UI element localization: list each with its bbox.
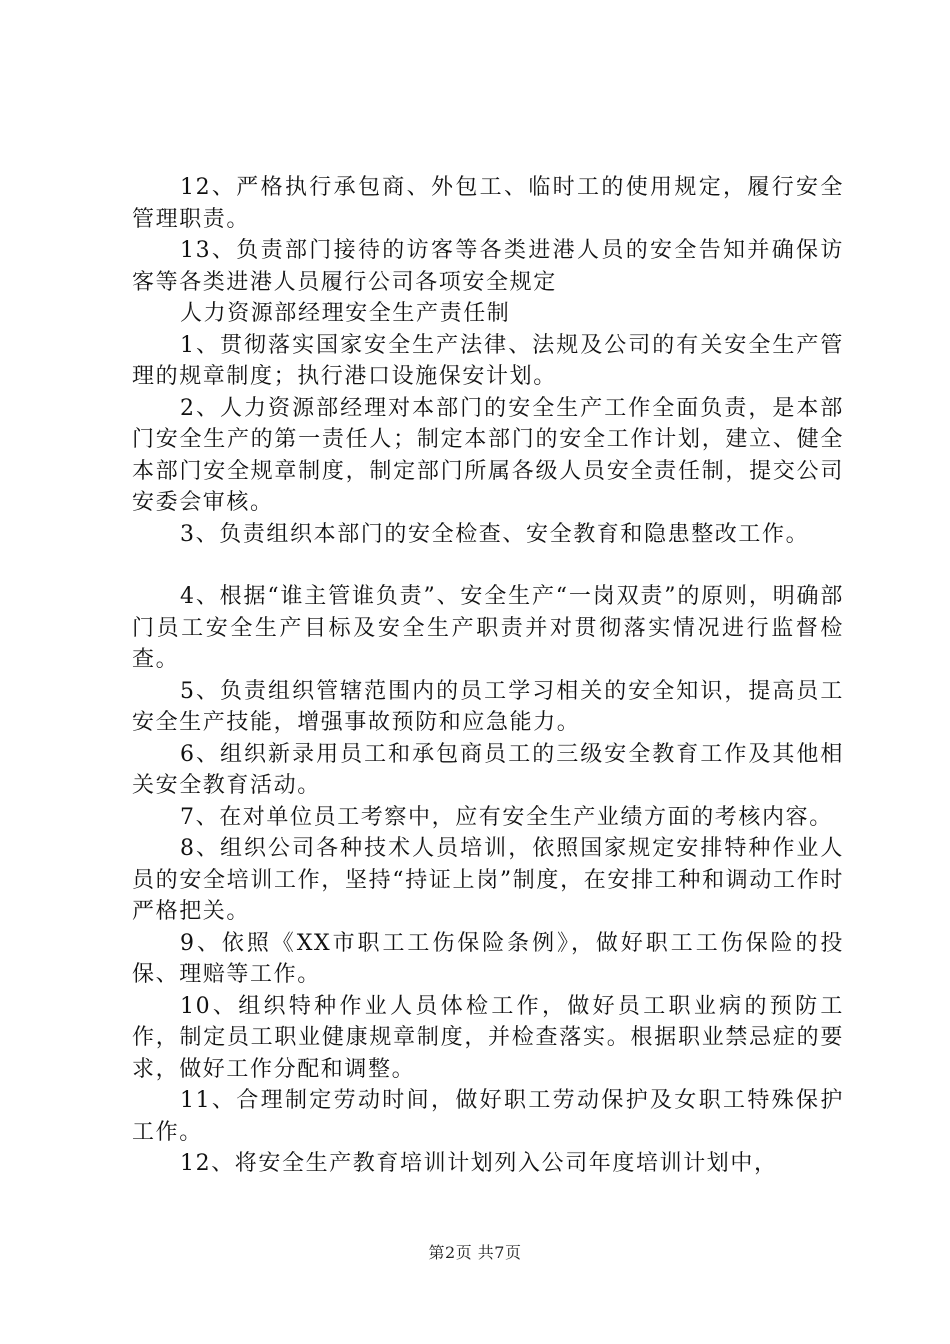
paragraph-13: 11、合理制定劳动时间，做好职工劳动保护及女职工特殊保护工作。 (132, 1088, 844, 1145)
paragraph-3: 1、贯彻落实国家安全生产法律、法规及公司的有关安全生产管理的规章制度；执行港口设施保安计划。 (132, 332, 844, 389)
section-heading: 人力资源部经理安全生产责任制 (180, 301, 511, 326)
paragraph-6: 4、根据“谁主管谁负责”、安全生产“一岗双责”的原则，明确部门员工安全生产目标及安全生产职责并对贯彻落实情况进行监督检查。 (132, 584, 844, 672)
paragraph-14: 12、将安全生产教育培训计划列入公司年度培训计划中， (180, 1151, 778, 1176)
paragraph-7: 5、负责组织管辖范围内的员工学习相关的安全知识，提高员工安全生产技能，增强事故预防和应急能力。 (132, 678, 844, 735)
paragraph-8: 6、组织新录用员工和承包商员工的三级安全教育工作及其他相关安全教育活动。 (132, 741, 844, 798)
paragraph-10: 8、组织公司各种技术人员培训，依照国家规定安排特种作业人员的安全培训工作，坚持“持证上岗”制度，在安排工种和调动工作时严格把关。 (132, 836, 844, 924)
paragraph-12: 10、组织特种作业人员体检工作，做好员工职业病的预防工作，制定员工职业健康规章制度，并检查落实。根据职业禁忌症的要求，做好工作分配和调整。 (132, 993, 844, 1082)
page-number-footer: 第2页 共7页 (428, 1243, 522, 1262)
blank-line (132, 550, 844, 581)
paragraph-5: 3、负责组织本部门的安全检查、安全教育和隐患整改工作。 (180, 521, 810, 547)
document-body (132, 172, 844, 1180)
paragraph-2: 13、负责部门接待的访客等各类进港人员的安全告知并确保访客等各类进港人员履行公司各项安全规定 (132, 238, 844, 295)
paragraph-1: 12、严格执行承包商、外包工、临时工的使用规定，履行安全管理职责。 (132, 175, 844, 232)
paragraph-4: 2、人力资源部经理对本部门的安全生产工作全面负责，是本部门安全生产的第一责任人；制定本部门的安全工作计划，建立、健全本部门安全规章制度，制定部门所属各级人员安全责任制，提交公司安委会审核。 (132, 395, 844, 515)
paragraph-9: 7、在对单位员工考察中，应有安全生产业绩方面的考核内容。 (180, 804, 833, 830)
paragraph-11: 9、依照《XX市职工工伤保险条例》，做好职工工伤保险的投保、理赔等工作。 (132, 930, 844, 987)
